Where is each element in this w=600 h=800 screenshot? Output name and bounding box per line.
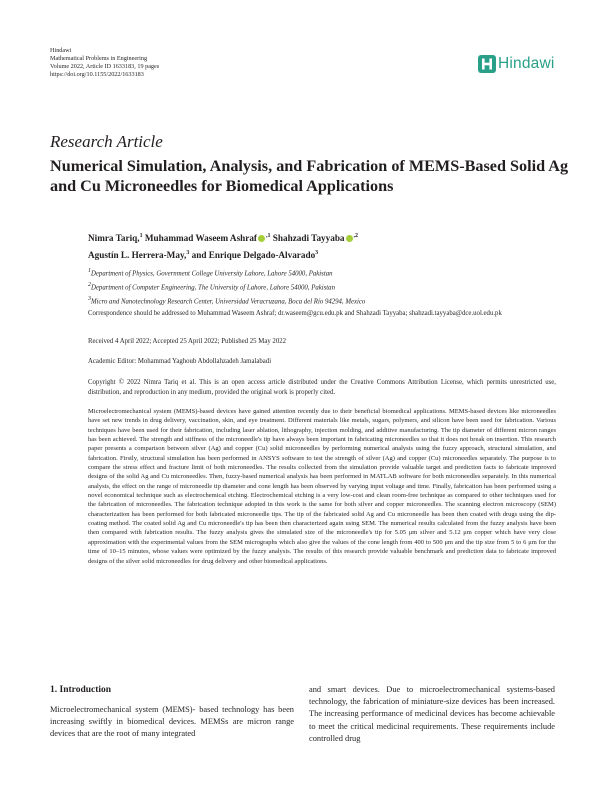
paper-title: Numerical Simulation, Analysis, and Fabrication of MEMS-Based Solid Ag and Cu Microneedles for Biomedical Applications — [50, 157, 569, 195]
affiliation-item — [88, 280, 558, 294]
author-name: Muhammad Waseem Ashraf — [144, 233, 257, 244]
article-type: Research Article — [50, 132, 163, 151]
author-name: and Enrique Delgado-Alvarado — [191, 250, 316, 261]
hindawi-logo-icon — [478, 55, 496, 73]
journal-meta — [50, 47, 159, 79]
journal-doi-link[interactable]: https://doi.org/10.1155/2022/1633183 — [50, 71, 144, 78]
author-affiliation-mark: 1 — [139, 233, 143, 239]
intro-paragraph-left: Microelectromechanical system (MEMS)- based technology has been increasing swiftly in biomedical devices. MEMSs are micron range devices that are the root of many integrated — [50, 705, 294, 739]
author-name: Agustín L. Herrera-May, — [88, 250, 187, 261]
journal-publisher: Hindawi — [50, 47, 72, 54]
academic-editor: Academic Editor: Mohammad Yaghoub Abdollahzadeh Jamalabadi — [88, 358, 272, 365]
journal-volume: Volume 2022, Article ID 1633183, 19 pages — [50, 63, 160, 70]
hindawi-logo — [478, 55, 554, 75]
affiliation-text: Micro and Nanotechnology Research Center, Universidad Veracruzana, Boca del Río 94294, Mexico — [91, 297, 366, 305]
affiliation-number: 3 — [88, 295, 91, 302]
affiliation-list — [88, 266, 558, 307]
hindawi-logo-text: Hindawi — [498, 55, 555, 72]
orcid-icon[interactable] — [258, 235, 265, 242]
publication-dates: Received 4 April 2022; Accepted 25 April 2022; Published 25 May 2022 — [88, 338, 287, 345]
affiliation-number: 1 — [88, 268, 91, 274]
affiliation-text: Department of Physics, Government College University Lahore, Lahore 54000, Pakistan — [91, 270, 333, 278]
author-name: Nimra Tariq, — [88, 233, 140, 244]
affiliation-number: 2 — [88, 281, 91, 288]
copyright-notice: Copyright © 2022 Nimra Tariq et al. This is an open access article distributed under the Creative Commons Attribution License, which permits unrestricted use, distribution, and reproduction in any medium, provided the original work is properly cited. — [88, 379, 556, 396]
author-affiliation-mark: ,1 — [265, 233, 271, 239]
author-list — [88, 229, 558, 263]
author-affiliation-mark: 3 — [186, 250, 190, 257]
author-name: Shahzadi Tayyaba — [272, 233, 345, 244]
author-affiliation-mark: ,2 — [353, 233, 359, 239]
section-heading: 1. Introduction — [50, 685, 112, 695]
abstract-text: Microelectromechanical system (MEMS)-based devices have gained attention recently due to their beneficial biomedical applications. MEMS-based devices like microneedles have set new trends in drug delivery, vaccination, skin, and eye treatment. Different materials like metals, sugars, polymers, and silicon have been used for fabrication. Various techniques have been used for their fabrication, including laser ablation, lithography, injection molding, and additive manufacturing. The tip diameter of different micron ranges has been achieved. The strength and stiffness of the microneedle's tip have always been important in fabricating microneedles so that it does not break on insertion. This research paper presents a comparison between silver (Ag) and copper (Cu) solid microneedles by performing numerical analysis using the fuzzy approach, structural simulation, and fabrication. Firstly, structural simulation has been performed in ANSYS software to test the strength of silver (Ag) and copper (Cu) microneedles separately. The purpose is to compare the stress effect and fracture limit of both microneedles. The results collected from the simulation provide valuable target and prediction facts to fabricate improved designs of the solid Ag and Cu microneedles. Then, fuzzy-based numerical analysis has been performed in MATLAB software for both microneedles separately. In this numerical analysis, the effect on the range of microneedle tip diameter and cone length has been observed by varying input voltage and time. Finally, fabrication has been performed using a novel economical technique such as electrochemical etching. Electrochemical etching is a very low-cost and clean room-free technique as compared to other techniques used for the fabrication of microneedles. The fabrication technique adopted in this work is the same for both silver and copper microneedles. The scanning electron microscopy (SEM) characterization has been performed for both fabricated microneedle tips. The tip of the fabricated solid Ag and Cu microneedle has been then coated with drugs using the dip-coating method. The coated solid Ag and Cu microneedle's tip has been then characterized again using SEM. The numerical results calculated from the fuzzy analysis have been then compared with fabrication results. The fuzzy analysis gives the simulated size of the microneedle's tip for 5.05 μm silver and 5.12 μm copper which have very close approximation with the experimental values from the SEM micrographs which also give the values of the cone length from 400 to 500 μm and the tip size from 5 to 6 μm for the time of 10–15 minutes, whose values were optimized by the fuzzy analysis. The results of this research provide valuable benchmark and prediction data to fabricate improved designs of the silver solid microneedles for drug delivery and other biomedical applications. — [88, 408, 556, 565]
journal-name: Mathematical Problems in Engineering — [50, 55, 148, 62]
affiliation-text: Department of Computer Engineering, The University of Lahore, Lahore 54000, Pakistan — [91, 284, 335, 292]
orcid-icon[interactable] — [346, 235, 353, 242]
affiliation-item — [88, 294, 558, 308]
intro-paragraph-right: and smart devices. Due to microelectromechanical systems-based technology, the fabrication of miniature-size devices has been increased. The increasing performance of medicinal devices has become achievable to meet the critical medicinal requirements. These requirements include controlled drug — [309, 685, 555, 743]
author-affiliation-mark: 3 — [315, 250, 319, 257]
affiliation-item — [88, 266, 558, 280]
correspondence-note: Correspondence should be addressed to Muhammad Waseem Ashraf; dr.waseem@gcu.edu.pk and Shahzadi Tayyaba; shahzadi.tayyaba@dce.uol.edu.pk — [88, 310, 502, 317]
